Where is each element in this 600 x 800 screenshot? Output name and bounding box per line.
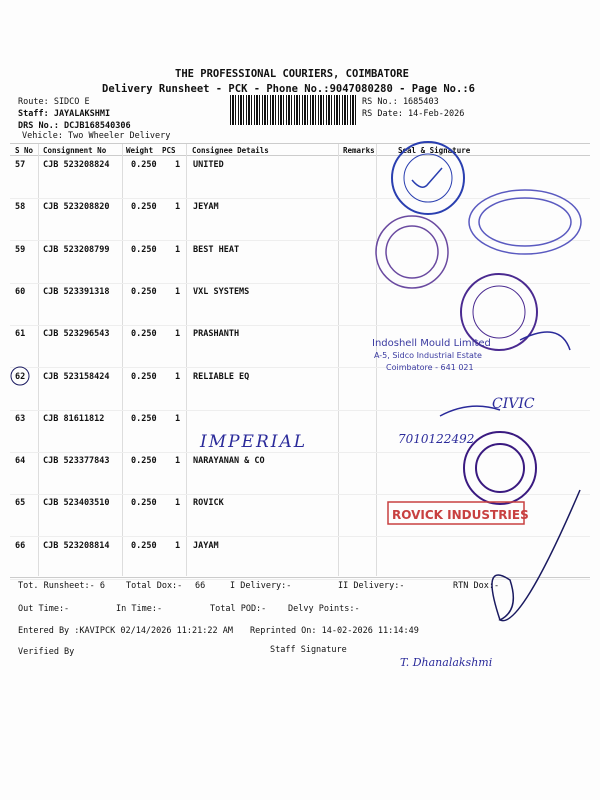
weight: 0.250 [131,540,157,551]
runsheet-subtitle: Delivery Runsheet - PCK - Phone No.:9047080280 - Page No.:6 [102,83,475,95]
col-consignment: Consignment No [43,146,107,155]
s-no: 61 [15,329,26,340]
consignment-no: CJB 523296543 [43,329,110,340]
out-time: Out Time:- [18,604,70,614]
pcs: 1 [175,498,181,509]
indoshell-stamp-text: Indoshell Mould Limited [372,338,491,349]
weight: 0.250 [131,329,157,340]
consignee: NARAYANAN & CO [193,456,265,467]
col-signature: Seal & Signature [398,146,471,155]
pcs: 1 [175,160,181,170]
col-consignee: Consignee Details [192,146,269,155]
route: Route: SIDCO E [18,97,90,107]
barcode [230,95,358,125]
rs-no: RS No.: 1685403 [362,97,439,107]
table-row [0,202,600,222]
consignee: PRASHANTH [193,329,240,340]
pcs: 1 [175,202,181,213]
weight: 0.250 [131,498,157,509]
verified-by: Verified By [18,647,75,657]
consignment-no: CJB 523377843 [43,456,110,467]
pcs: 1 [175,456,181,467]
consignment-no: CJB 523208824 [43,160,110,170]
handwritten-phone: 7010122492 [398,432,475,446]
svg-text:Coimbatore - 641 021: Coimbatore - 641 021 [386,363,474,372]
weight: 0.250 [131,202,157,213]
vehicle: Vehicle: Two Wheeler Delivery [22,131,171,141]
total-pod: Total POD:- [210,604,267,614]
in-time: In Time:- [116,604,163,614]
weight: 0.250 [131,286,157,297]
consignee: JEYAM [193,202,219,213]
staff-signature-label: Staff Signature [270,645,347,655]
svg-text:ROVICK INDUSTRIES: ROVICK INDUSTRIES [392,508,529,522]
consignee: JAYAM [193,540,219,551]
col-pcs: PCS [162,146,176,155]
rs-date: RS Date: 14-Feb-2026 [362,109,465,119]
s-no: 58 [15,202,26,213]
pcs: 1 [175,244,181,255]
rtn-dox: RTN Dox:- [453,581,500,591]
consignee: RELIABLE EQ [193,371,250,382]
weight: 0.250 [131,160,157,170]
ii-delivery: II Delivery:- [338,581,405,591]
staff: Staff: JAYALAKSHMI [18,109,111,119]
pcs: 1 [175,286,181,297]
entered-by: Entered By :KAVIPCK 02/14/2026 11:21:22 AM [18,626,233,636]
table-row [0,414,600,434]
col-weight: Weight [126,146,154,155]
weight: 0.250 [131,371,157,382]
consignee: ROVICK [193,498,224,509]
table-row [0,245,600,265]
s-no: 66 [15,540,26,551]
s-no: 65 [15,498,26,509]
consignee: BEST HEAT [193,244,240,255]
weight: 0.250 [131,413,157,424]
consignment-no: CJB 523208799 [43,244,110,255]
pcs: 1 [175,413,181,424]
table-row [0,287,600,307]
s-no: 63 [15,413,26,424]
handwritten-civic: CIVIC [492,396,535,412]
drs-no: DRS No.: DCJB168540306 [18,121,131,131]
consignment-no: CJB 523158424 [43,371,110,382]
s-no: 57 [15,160,26,170]
company-title: THE PROFESSIONAL COURIERS, COIMBATORE [175,68,409,80]
handwritten-staff-name: T. Dhanalakshmi [400,656,493,669]
delvy-points: Delvy Points:- [288,604,360,614]
col-remarks: Remarks [343,146,375,155]
table-row [0,456,600,476]
s-no: 60 [15,286,26,297]
pcs: 1 [175,371,181,382]
table-row [0,498,600,518]
consignee: VXL SYSTEMS [193,286,250,297]
svg-text:A-5, Sidco Industrial Estate: A-5, Sidco Industrial Estate [374,351,482,360]
pcs: 1 [175,329,181,340]
handwritten-imperial: IMPERIAL [200,432,308,452]
consignment-no: CJB 523208820 [43,202,110,213]
tot-runsheet: Tot. Runsheet:- 6 [18,581,105,591]
consignment-no: CJB 523391318 [43,286,110,297]
i-delivery: I Delivery:- [230,581,292,591]
consignment-no: CJB 523208814 [43,540,110,551]
table-row [0,372,600,392]
consignee: UNITED [193,160,224,170]
pcs: 1 [175,540,181,551]
consignment-no: CJB 523403510 [43,498,110,509]
col-sno: S No [15,146,34,155]
reprinted-on: Reprinted On: 14-02-2026 11:14:49 [250,626,419,636]
s-no: 62 [15,371,26,382]
weight: 0.250 [131,456,157,467]
table-row [0,329,600,349]
table-row [0,160,600,180]
total-dox-value: 66 [195,581,206,591]
weight: 0.250 [131,244,157,255]
total-dox: Total Dox:- [126,581,183,591]
table-row [0,541,600,561]
s-no: 64 [15,456,26,467]
s-no: 59 [15,244,26,255]
consignment-no: CJB 81611812 [43,413,105,424]
